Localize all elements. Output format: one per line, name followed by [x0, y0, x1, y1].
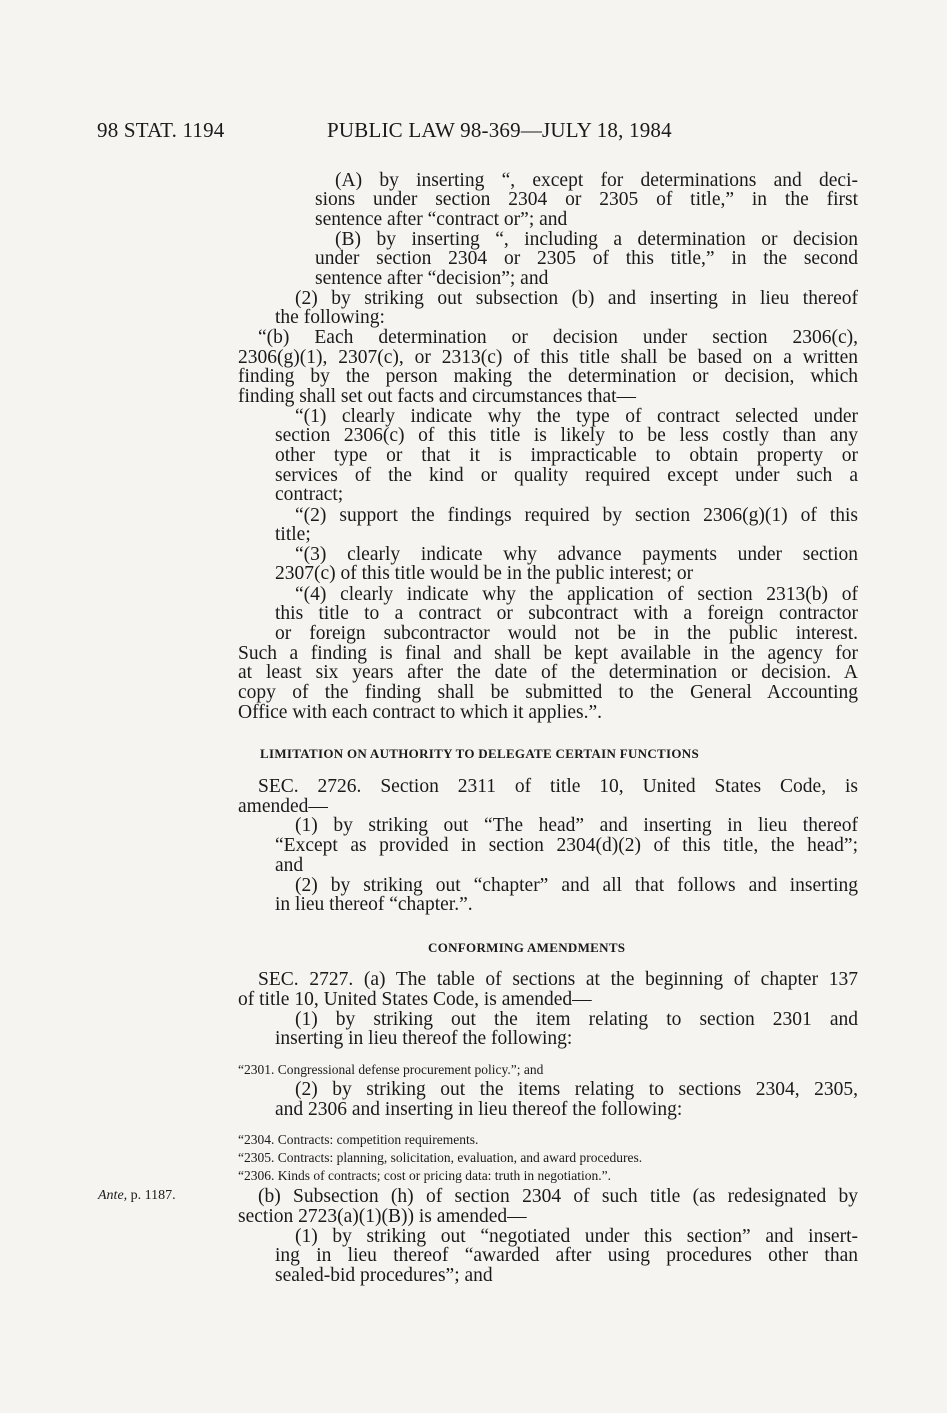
text-line: contract;: [275, 484, 344, 505]
text-line: of title 10, United States Code, is amended—: [238, 989, 592, 1010]
text-line: (2) by striking out the items relating to sections 2304, 2305,: [295, 1079, 858, 1100]
text-line: ing in lieu thereof “awarded after using procedures other than: [275, 1245, 858, 1266]
text-line: SEC. 2726. Section 2311 of title 10, United States Code, is: [258, 776, 858, 797]
text-line: under section 2304 or 2305 of this title,” in the second: [315, 248, 858, 269]
text-line: amended—: [238, 796, 328, 817]
table-entry: “2306. Kinds of contracts; cost or pricing data: truth in negotiation.”.: [238, 1168, 612, 1183]
text-line: copy of the finding shall be submitted to the General Accounting: [238, 682, 858, 703]
text-line: (1) by striking out “negotiated under this section” and insert-: [295, 1226, 858, 1247]
text-line: in lieu thereof “chapter.”.: [275, 894, 473, 915]
margin-note-page: p. 1187.: [130, 1188, 176, 1203]
text-line: “(1) clearly indicate why the type of contract selected under: [295, 406, 858, 427]
text-line: (1) by striking out “The head” and inserting in lieu thereof: [295, 815, 858, 836]
text-line: SEC. 2727. (a) The table of sections at the beginning of chapter 137: [258, 969, 858, 990]
text-line: at least six years after the date of the determination or decision. A: [238, 662, 858, 683]
running-header: PUBLIC LAW 98-369—JULY 18, 1984: [327, 118, 672, 142]
text-line: section 2723(a)(1)(B)) is amended—: [238, 1206, 527, 1227]
text-line: other type or that it is impracticable to obtain property or: [275, 445, 858, 466]
text-line: (A) by inserting “, except for determinations and deci-: [335, 170, 858, 191]
text-line: title;: [275, 524, 311, 545]
text-line: (b) Subsection (h) of section 2304 of such title (as redesignated by: [258, 1186, 858, 1207]
text-line: “Except as provided in section 2304(d)(2) of this title, the head”;: [275, 835, 858, 856]
text-line: inserting in lieu thereof the following:: [275, 1028, 573, 1049]
text-line: “(3) clearly indicate why advance payments under section: [295, 544, 858, 565]
text-line: or foreign subcontractor would not be in the public interest.: [275, 623, 858, 644]
text-line: Such a finding is final and shall be kept available in the agency for: [238, 643, 858, 664]
text-line: “(2) support the findings required by section 2306(g)(1) of this: [295, 505, 858, 526]
stat-page-number: 98 STAT. 1194: [97, 118, 225, 142]
text-line: (1) by striking out the item relating to section 2301 and: [295, 1009, 858, 1030]
margin-note-ante: Ante,: [98, 1188, 128, 1203]
text-line: sentence after “decision”; and: [315, 268, 549, 289]
section-heading: CONFORMING AMENDMENTS: [428, 940, 626, 955]
text-line: (B) by inserting “, including a determination or decision: [335, 229, 858, 250]
text-line: (2) by striking out subsection (b) and inserting in lieu thereof: [295, 288, 858, 309]
text-line: sentence after “contract or”; and: [315, 209, 568, 230]
table-entry: “2301. Congressional defense procurement policy.”; and: [238, 1062, 544, 1077]
text-line: the following:: [275, 307, 385, 328]
text-line: and 2306 and inserting in lieu thereof the following:: [275, 1099, 683, 1120]
text-line: and: [275, 855, 304, 876]
text-line: finding shall set out facts and circumstances that—: [238, 386, 637, 407]
table-entry: “2305. Contracts: planning, solicitation, evaluation, and award procedures.: [238, 1150, 643, 1165]
text-line: “(b) Each determination or decision under section 2306(c),: [258, 327, 858, 348]
text-line: services of the kind or quality required except under such a: [275, 465, 858, 486]
text-line: (2) by striking out “chapter” and all that follows and inserting: [295, 875, 858, 896]
text-line: “(4) clearly indicate why the application of section 2313(b) of: [295, 584, 858, 605]
text-line: sealed-bid procedures”; and: [275, 1265, 493, 1286]
table-entry: “2304. Contracts: competition requirements.: [238, 1132, 479, 1147]
section-heading: LIMITATION ON AUTHORITY TO DELEGATE CERTAIN FUNCTIONS: [260, 746, 699, 761]
text-line: this title to a contract or subcontract with a foreign contractor: [275, 603, 858, 624]
text-line: 2307(c) of this title would be in the public interest; or: [275, 563, 694, 584]
text-line: Office with each contract to which it applies.”.: [238, 702, 603, 723]
text-line: sions under section 2304 or 2305 of title,” in the first: [315, 189, 858, 210]
text-line: finding by the person making the determination or decision, which: [238, 366, 858, 387]
text-line: 2306(g)(1), 2307(c), or 2313(c) of this title shall be based on a written: [238, 347, 858, 368]
text-line: section 2306(c) of this title is likely to be less costly than any: [275, 425, 858, 446]
